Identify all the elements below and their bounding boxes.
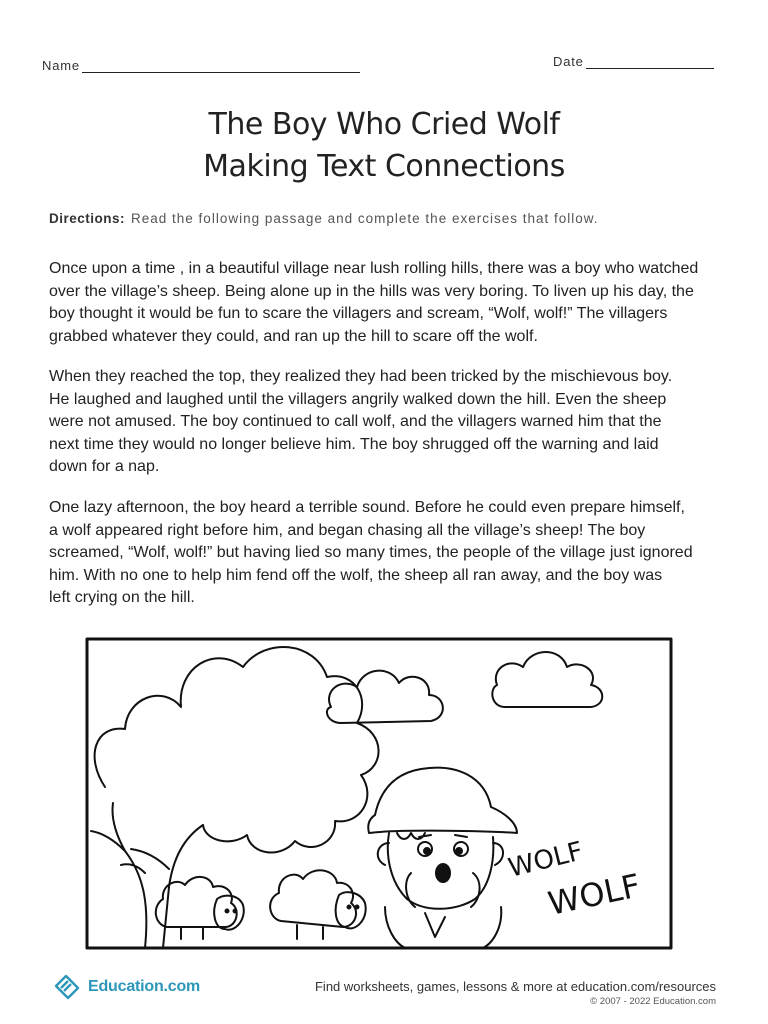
page-title: The Boy Who Cried Wolf xyxy=(208,107,560,142)
passage-line: One lazy afternoon, the boy heard a terrible sound. Before he could even prepare himself, xyxy=(49,499,685,516)
name-line[interactable] xyxy=(82,60,360,73)
education-logo[interactable] xyxy=(52,972,200,1002)
cloud-icon xyxy=(492,652,602,707)
passage-line: left crying on the hill. xyxy=(49,589,195,606)
name-field[interactable] xyxy=(42,58,360,73)
footer-tagline: Find worksheets, games, lessons & more at education.com/resources xyxy=(314,979,716,994)
passage-line: down for a nap. xyxy=(49,458,160,475)
directions-label: Directions: xyxy=(49,211,126,226)
wolf-caption-1: WOLF xyxy=(505,836,587,884)
date-line[interactable] xyxy=(586,56,714,69)
passage-paragraph-1 xyxy=(49,258,739,348)
date-field[interactable] xyxy=(553,54,714,69)
passage-line: a wolf appeared right before him, and began chasing all the village’s sheep! The boy xyxy=(49,521,646,539)
boy-hat-icon xyxy=(368,768,517,833)
passage-line: When they reached the top, they realized they had been tricked by the mischievous boy. xyxy=(49,368,673,385)
story-illustration xyxy=(85,637,673,950)
passage-paragraph-2 xyxy=(49,366,739,479)
page-subtitle: Making Text Connections xyxy=(203,149,565,184)
directions xyxy=(49,211,599,226)
passage-line: him. With no one to help him fend off the wolf, the sheep all ran away, and the boy was xyxy=(49,566,663,584)
passage-line: boy thought it would be fun to scare the villagers and scream, “Wolf, wolf!” The villagers xyxy=(49,305,668,322)
sheep-icon xyxy=(270,870,356,927)
passage-paragraph-3 xyxy=(49,497,739,610)
date-label: Date xyxy=(553,54,584,69)
passage-line: next time they would no longer believe him. The boy shrugged off the warning and laid xyxy=(49,435,659,453)
name-label: Name xyxy=(42,58,80,73)
tree-canopy-icon xyxy=(95,647,379,853)
education-logo-icon xyxy=(52,972,84,1002)
directions-text: Read the following passage and complete the exercises that follow. xyxy=(131,211,599,226)
passage-line: over the village’s sheep. Being alone up in the hills was very boring. To liven up his day, the xyxy=(49,282,694,300)
passage-line: Once upon a time , in a beautiful village near lush rolling hills, there was a boy who watched xyxy=(49,260,699,277)
passage-line: were not amused. The boy continued to call wolf, and the villagers warned him that the xyxy=(49,413,662,430)
wolf-caption-2: WOLF xyxy=(544,866,644,923)
logo-text: Education.com xyxy=(88,978,201,995)
passage-line: screamed, “Wolf, wolf!” but having lied so many times, the people of the village just ignored xyxy=(49,544,693,561)
passage-line: He laughed and laughed until the villagers angrily walked down the hill. Even the sheep xyxy=(49,390,667,408)
passage-line: grabbed whatever they could, and ran up the hill to scare off the wolf. xyxy=(49,327,538,345)
footer-copyright: © 2007 - 2022 Education.com xyxy=(590,996,716,1007)
